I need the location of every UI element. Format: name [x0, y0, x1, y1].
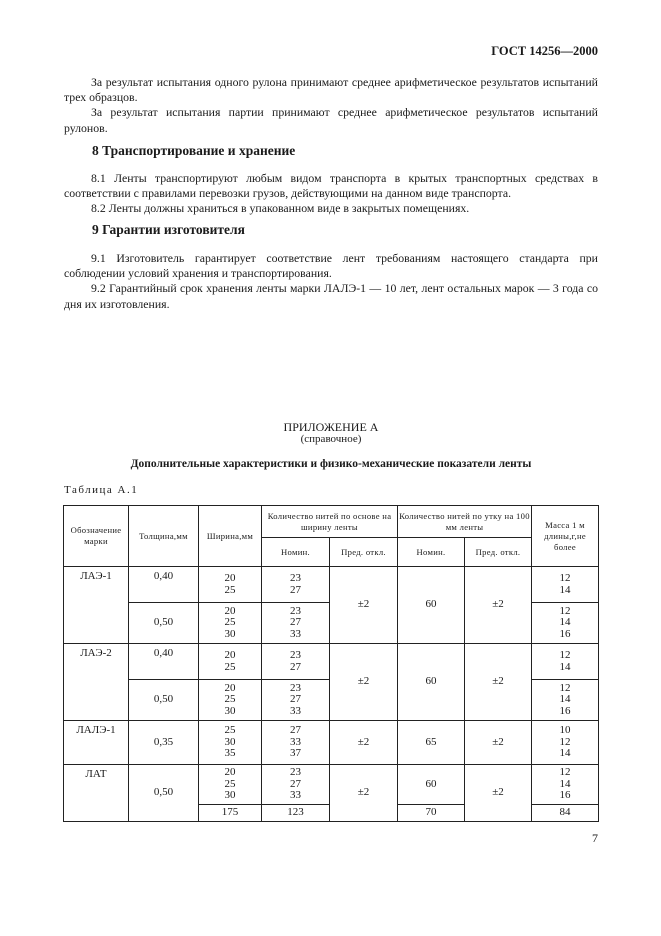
cell-thickness: 0,40: [129, 644, 199, 680]
appendix-title: ПРИЛОЖЕНИЕ А: [283, 420, 379, 434]
cell-warp-deviation: ±2: [330, 567, 398, 644]
cell-mass: 12 14 16: [559, 681, 571, 717]
cell-mass: 12 14: [559, 649, 571, 673]
cell-mass-total: 84: [532, 805, 599, 822]
cell-warp-total: 123: [262, 805, 330, 822]
section-8-text: [64, 171, 598, 217]
cell-thickness: 0,50: [129, 603, 199, 644]
cell-mass: 10 12 14: [559, 724, 571, 760]
section-9-title: 9 Гарантии изготовителя: [92, 222, 245, 237]
header-warp-nominal: Номин.: [262, 538, 330, 567]
cell-warp-nominal: 23 27: [290, 649, 301, 673]
header-weft-deviation: Пред. откл.: [465, 538, 532, 567]
cell-mass: 12 14 16: [559, 604, 571, 640]
cell-mark: ЛАЛЭ-1: [64, 721, 129, 765]
cell-weft-deviation: ±2: [465, 567, 532, 644]
section-8-paragraph-2: 8.2 Ленты должны храниться в упакованном виде в закрытых помещениях.: [91, 201, 470, 216]
cell-warp-nominal: 23 27: [290, 572, 301, 596]
section-8-title: 8 Транспортирование и хранение: [92, 143, 296, 158]
header-warp-group: Количество нитей по основе на ширину ленты: [262, 506, 398, 538]
table-row: [64, 765, 599, 805]
cell-weft-nominal: 60: [398, 765, 465, 805]
page-number: 7: [592, 831, 598, 845]
section-8-paragraph-1: 8.1 Ленты транспортируют любым видом транспорта в крытых транспортных средствах в соответствии с правилами перевозки грузов, действующими на данном виде транспорта.: [64, 171, 598, 201]
section-9-text: [64, 251, 598, 312]
cell-width-total: 175: [199, 805, 262, 822]
cell-thickness: 0,50: [129, 680, 199, 721]
appendix-subtitle: (справочное): [300, 433, 362, 445]
section-9-paragraph-1: 9.1 Изготовитель гарантирует соответствие лент требованиям настоящего стандарта при соблюдении условий хранения и транспортирования.: [64, 251, 598, 281]
cell-weft-deviation: ±2: [465, 644, 532, 721]
cell-weft-deviation: ±2: [465, 765, 532, 822]
cell-width: 20 25 30: [224, 766, 236, 802]
cell-warp-nominal: 27 33 37: [290, 724, 301, 760]
cell-mark: ЛАЭ-2: [64, 644, 129, 721]
header-warp-deviation: Пред. откл.: [330, 538, 398, 567]
header-thickness: Толщина,мм: [129, 506, 199, 567]
cell-mass: 12 14 16: [559, 766, 571, 802]
intro-paragraph-2: За результат испытания партии принимают среднее арифметическое результатов испытаний рулонов.: [64, 105, 598, 135]
intro-paragraph-1: За результат испытания одного рулона принимают среднее арифметическое результатов испытаний трех образцов.: [64, 75, 598, 105]
cell-thickness: 0,35: [129, 721, 199, 765]
cell-thickness: 0,40: [129, 567, 199, 603]
header-mark: Обозначение марки: [64, 506, 129, 567]
document-header: ГОСТ 14256—2000: [491, 44, 598, 58]
table-row: [64, 721, 599, 765]
cell-width: 20 25 30: [224, 604, 236, 640]
cell-width: 25 30 35: [224, 724, 236, 760]
cell-mass: 12 14: [559, 572, 571, 596]
cell-warp-nominal: 23 27 33: [290, 604, 301, 640]
cell-mark: ЛАЭ-1: [64, 567, 129, 644]
cell-mark: ЛАТ: [64, 765, 129, 822]
cell-warp-nominal: 23 27 33: [290, 766, 301, 802]
cell-width: 20 25: [224, 572, 236, 596]
header-width: Ширина,мм: [199, 506, 262, 567]
cell-warp-deviation: ±2: [330, 721, 398, 765]
intro-text: [64, 75, 598, 136]
cell-warp-nominal: 23 27 33: [290, 681, 301, 717]
header-weft-group: Количество нитей по утку на 100 мм ленты: [398, 506, 532, 538]
cell-weft-nominal: 65: [398, 721, 465, 765]
header-mass: Масса 1 м длины,г,не более: [532, 506, 599, 567]
header-weft-nominal: Номин.: [398, 538, 465, 567]
cell-warp-deviation: ±2: [330, 644, 398, 721]
cell-weft-nominal: 60: [398, 567, 465, 644]
section-9-paragraph-2: 9.2 Гарантийный срок хранения ленты марки ЛАЛЭ-1 — 10 лет, лент остальных марок — 3 года со дня их изготовления.: [64, 281, 598, 311]
cell-thickness: 0,50: [129, 765, 199, 822]
cell-weft-deviation: ±2: [465, 721, 532, 765]
table-row: [64, 644, 599, 680]
cell-width: 20 25 30: [224, 681, 236, 717]
cell-warp-deviation: ±2: [330, 765, 398, 822]
cell-weft-nominal: 60: [398, 644, 465, 721]
table-label: Таблица А.1: [64, 484, 139, 496]
cell-width: 20 25: [224, 649, 236, 673]
table-row: [64, 567, 599, 603]
cell-weft-total: 70: [398, 805, 465, 822]
appendix-heading: Дополнительные характеристики и физико-механические показатели ленты: [130, 458, 532, 470]
data-table: [63, 505, 599, 822]
